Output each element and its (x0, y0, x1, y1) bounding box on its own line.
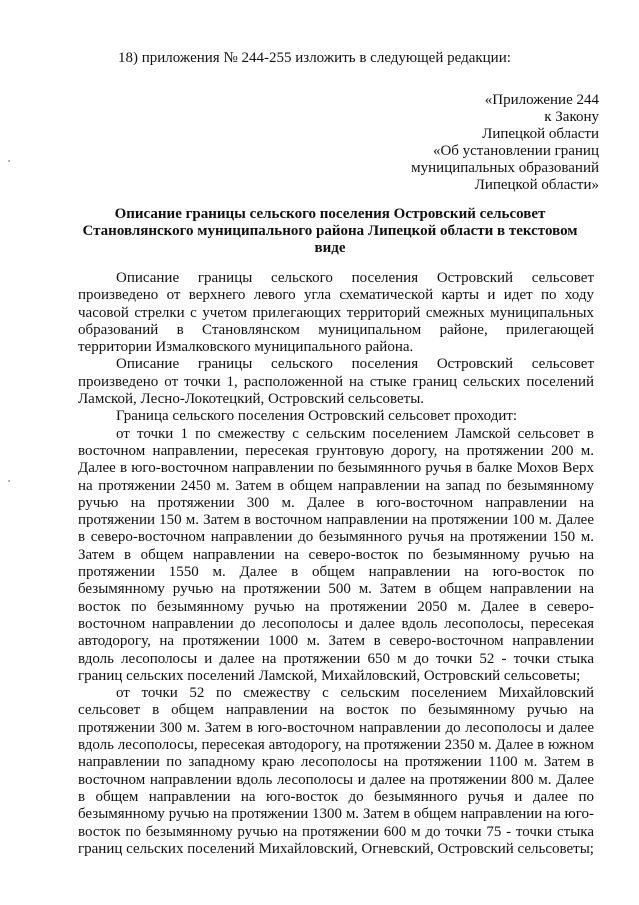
paragraph: от точки 52 по смежеству с сельским поселением Михайловский сельсовет в общем направлении на восток по безымянному ручью на протяжении 300 м. Затем в юго-восточном направлении до лесополосы и далее вдоль лесополосы, пересекая автодорогу, на протяжении 2350 м. Далее в южном направлении по западному краю лесополосы на протяжении 1100 м. Затем в восточном направлении вдоль лесополосы и далее на протяжении 800 м. Далее в общем направлении на юго-восток до безымянного ручья и далее по безымянному ручью на протяжении 1300 м. Затем в общем направлении на юго-восток по безымянному ручью на протяжении 600 м до точки 75 - точки стыка границ сельских поселений Михайловский, Огневский, Островский сельсоветы; (78, 685, 594, 857)
appendix-line: муниципальных образований (411, 160, 599, 176)
appendix-line: «Об установлении границ (432, 143, 599, 159)
paragraph: Описание границы сельского поселения Островский сельсовет произведено от верхнего левого угла схематической карты и идет по ходу часовой стрелки с учетом прилегающих территорий смежных муниципальных образований в Становлянском муниципальном районе, прилегающей территории Измалковского муниципального района. (78, 270, 594, 356)
document-title: Описание границы сельского поселения Островский сельсовет Становлянского муниципального района Липецкой области в текстовом виде (82, 206, 578, 256)
paragraph: Граница сельского поселения Островский сельсовет проходит: (116, 408, 518, 425)
intro-line: 18) приложения № 244-255 изложить в следующей редакции: (118, 50, 511, 66)
scan-speck (8, 480, 10, 482)
appendix-header (411, 92, 599, 194)
paragraph: Описание границы сельского поселения Островский сельсовет произведено от точки 1, расположенной на стыке границ сельских поселений Ламской, Лесно-Локотецкий, Островский сельсоветы. (78, 356, 594, 408)
appendix-line: «Приложение 244 (484, 92, 599, 108)
scan-speck (8, 160, 10, 162)
paragraph: от точки 1 по смежеству с сельским поселением Ламской сельсовет в восточном направлении, пересекая грунтовую дорогу, на протяжении 200 м. Далее в юго-восточном направлении по безымянного ручья в балке Мохов Верх на протяжении 2450 м. Затем в общем направлении на запад по безымянному ручью на протяжении 300 м. Далее в юго-восточном направлении на протяжении 150 м. Затем в восточном направлении на протяжении 100 м. Далее в северо-восточном направлении до безымянного ручья на протяжении 150 м. Затем в общем направлении на северо-восток по безымянному ручью на протяжении 1550 м. Далее в общем направлении на юго-восток по безымянному ручью на протяжении 500 м. Затем в общем направлении на восток по безымянному ручью на протяжении 2050 м. Далее в северо-восточном направлении до лесополосы и далее вдоль лесополосы, пересекая автодорогу, на протяжении 1000 м. Затем в северо-восточном направлении вдоль лесополосы и далее на протяжении 650 м до точки 52 - точки стыка границ сельских поселений Ламской, Михайловский, Островский сельсоветы; (78, 425, 594, 684)
appendix-line: Липецкой области» (474, 177, 599, 193)
appendix-line: Липецкой области (482, 126, 599, 142)
appendix-line: к Закону (544, 109, 599, 125)
document-body (78, 270, 594, 858)
